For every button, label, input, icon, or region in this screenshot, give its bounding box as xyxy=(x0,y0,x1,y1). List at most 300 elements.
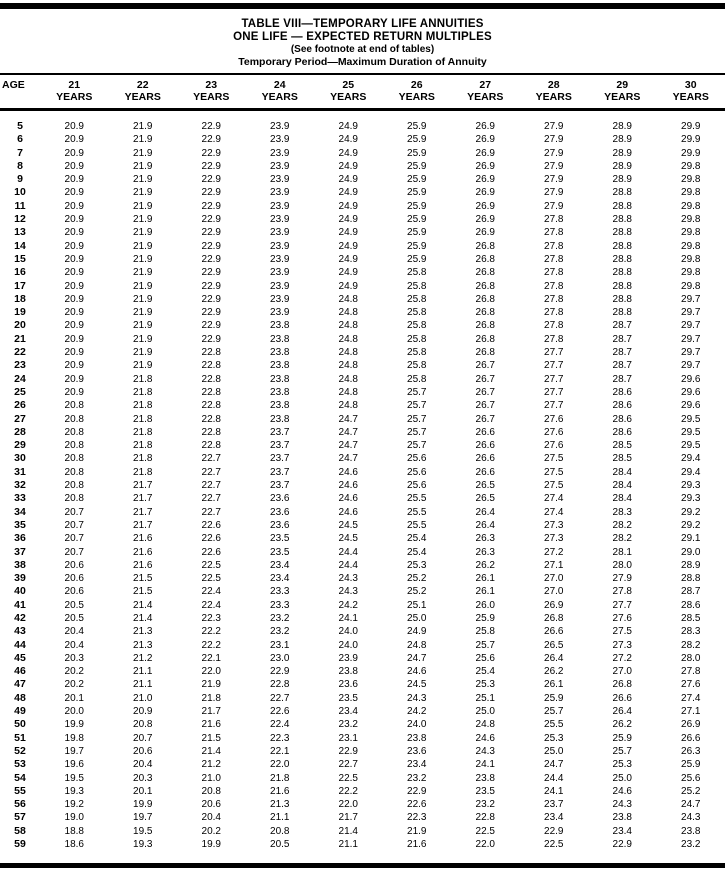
table-row xyxy=(0,718,725,731)
multiple-value-cell: 23.8 xyxy=(270,360,290,372)
multiple-value-cell: 21.8 xyxy=(133,400,153,412)
table-row xyxy=(0,625,725,638)
multiple-value-cell: 24.9 xyxy=(338,174,358,186)
multiple-value-cell: 20.9 xyxy=(64,187,84,199)
multiple-value-cell: 22.7 xyxy=(338,759,358,771)
multiple-value-cell: 26.9 xyxy=(475,227,495,239)
multiple-value-cell: 22.9 xyxy=(201,227,221,239)
multiple-value-cell: 23.6 xyxy=(270,493,290,505)
multiple-value-cell: 28.6 xyxy=(681,599,701,611)
age-cell: 18 xyxy=(14,292,26,305)
multiple-value-cell: 24.2 xyxy=(407,706,427,718)
multiple-value-cell: 22.7 xyxy=(201,466,221,478)
multiple-value-cell: 21.9 xyxy=(133,147,153,159)
multiple-value-cell: 26.7 xyxy=(475,373,495,385)
multiple-value-cell: 29.2 xyxy=(681,506,701,518)
multiple-value-cell: 25.6 xyxy=(407,466,427,478)
multiple-value-cell: 27.7 xyxy=(612,599,632,611)
multiple-value-cell: 29.8 xyxy=(681,227,701,239)
age-cell: 48 xyxy=(14,691,26,704)
age-cell: 59 xyxy=(14,838,26,851)
multiple-value-cell: 21.9 xyxy=(133,121,153,132)
multiple-value-cell: 24.6 xyxy=(407,666,427,678)
multiple-value-cell: 24.9 xyxy=(407,626,427,638)
multiple-value-cell: 29.7 xyxy=(681,320,701,332)
multiple-value-cell: 26.9 xyxy=(475,200,495,212)
multiple-value-cell: 27.7 xyxy=(544,400,564,412)
multiple-value-cell: 23.7 xyxy=(270,440,290,452)
multiple-value-cell: 28.8 xyxy=(612,293,632,305)
table-row xyxy=(0,838,725,851)
multiple-value-cell: 22.8 xyxy=(201,347,221,359)
multiple-value-cell: 21.6 xyxy=(133,546,153,558)
multiple-value-cell: 23.8 xyxy=(270,386,290,398)
multiple-value-cell: 25.3 xyxy=(475,679,495,691)
multiple-value-cell: 22.2 xyxy=(201,626,221,638)
multiple-value-cell: 27.8 xyxy=(544,227,564,239)
table-row xyxy=(0,811,725,824)
multiple-value-cell: 21.7 xyxy=(133,519,153,531)
multiple-value-cell: 28.9 xyxy=(681,559,701,571)
multiple-value-cell: 22.9 xyxy=(407,785,427,797)
multiple-value-cell: 26.9 xyxy=(475,134,495,146)
table-row xyxy=(0,426,725,439)
multiple-value-cell: 23.9 xyxy=(270,253,290,265)
multiple-value-cell: 25.7 xyxy=(407,426,427,438)
multiple-value-cell: 28.8 xyxy=(612,227,632,239)
age-cell: 41 xyxy=(14,598,26,611)
year-column-header xyxy=(40,79,109,103)
multiple-value-cell: 20.8 xyxy=(64,440,84,452)
age-cell: 15 xyxy=(14,252,26,265)
multiple-value-cell: 24.9 xyxy=(338,253,358,265)
multiple-value-cell: 20.9 xyxy=(64,293,84,305)
multiple-value-cell: 21.1 xyxy=(133,679,153,691)
multiple-value-cell: 23.0 xyxy=(270,652,290,664)
table-row xyxy=(0,479,725,492)
multiple-value-cell: 22.8 xyxy=(475,812,495,824)
multiple-value-cell: 20.9 xyxy=(64,121,84,132)
multiple-value-cell: 28.6 xyxy=(612,386,632,398)
multiple-value-cell: 27.9 xyxy=(544,174,564,186)
multiple-value-cell: 26.9 xyxy=(475,214,495,226)
multiple-value-cell: 21.9 xyxy=(133,240,153,252)
age-column-header: AGE xyxy=(2,79,25,91)
multiple-value-cell: 21.5 xyxy=(133,573,153,585)
multiple-value-cell: 25.9 xyxy=(407,253,427,265)
age-cell: 30 xyxy=(14,452,26,465)
year-column-header xyxy=(588,79,657,103)
table-row xyxy=(0,160,725,173)
multiple-value-cell: 22.9 xyxy=(201,280,221,292)
multiple-value-cell: 22.9 xyxy=(201,240,221,252)
multiple-value-cell: 20.5 xyxy=(64,599,84,611)
multiple-value-cell: 26.8 xyxy=(475,320,495,332)
multiple-value-cell: 26.9 xyxy=(475,147,495,159)
multiple-value-cell: 25.9 xyxy=(407,121,427,132)
multiple-value-cell: 29.8 xyxy=(681,280,701,292)
table-row xyxy=(0,612,725,625)
years-label: YEARS xyxy=(330,91,367,103)
table-row xyxy=(0,798,725,811)
multiple-value-cell: 21.5 xyxy=(201,732,221,744)
multiple-value-cell: 26.4 xyxy=(475,506,495,518)
multiple-value-cell: 25.7 xyxy=(407,400,427,412)
table-row xyxy=(0,253,725,266)
table-row xyxy=(0,758,725,771)
multiple-value-cell: 22.8 xyxy=(201,440,221,452)
multiple-value-cell: 24.7 xyxy=(338,413,358,425)
multiple-value-cell: 22.1 xyxy=(270,745,290,757)
multiple-value-cell: 23.4 xyxy=(270,573,290,585)
multiple-value-cell: 28.8 xyxy=(612,280,632,292)
multiple-value-cell: 18.8 xyxy=(64,825,84,837)
multiple-value-cell: 29.8 xyxy=(681,253,701,265)
year-column-header xyxy=(657,79,725,103)
multiple-value-cell: 23.6 xyxy=(338,679,358,691)
multiple-value-cell: 21.6 xyxy=(133,559,153,571)
multiple-value-cell: 22.9 xyxy=(338,745,358,757)
age-cell: 57 xyxy=(14,811,26,824)
multiple-value-cell: 25.6 xyxy=(681,772,701,784)
multiple-value-cell: 27.3 xyxy=(544,519,564,531)
age-cell: 26 xyxy=(14,399,26,412)
year-number: 22 xyxy=(136,79,149,91)
multiple-value-cell: 29.9 xyxy=(681,134,701,146)
multiple-value-cell: 20.8 xyxy=(201,785,221,797)
multiple-value-cell: 27.0 xyxy=(544,586,564,598)
multiple-value-cell: 23.9 xyxy=(270,267,290,279)
multiple-value-cell: 22.2 xyxy=(201,639,221,651)
multiple-value-cell: 21.3 xyxy=(133,639,153,651)
age-cell: 49 xyxy=(14,705,26,718)
multiple-value-cell: 20.9 xyxy=(64,200,84,212)
multiple-value-cell: 22.9 xyxy=(201,267,221,279)
multiple-value-cell: 27.8 xyxy=(544,293,564,305)
multiple-value-cell: 29.8 xyxy=(681,200,701,212)
multiple-value-cell: 28.0 xyxy=(681,652,701,664)
years-label: YEARS xyxy=(56,91,93,103)
multiple-value-cell: 25.7 xyxy=(407,386,427,398)
multiple-value-cell: 28.8 xyxy=(612,240,632,252)
multiple-value-cell: 23.2 xyxy=(681,839,701,851)
multiple-value-cell: 20.9 xyxy=(64,347,84,359)
multiple-value-cell: 24.7 xyxy=(544,759,564,771)
multiple-value-cell: 22.9 xyxy=(201,147,221,159)
multiple-value-cell: 23.9 xyxy=(270,307,290,319)
table-row xyxy=(0,825,725,838)
bottom-rule xyxy=(0,863,725,868)
multiple-value-cell: 24.8 xyxy=(338,320,358,332)
multiple-value-cell: 22.6 xyxy=(407,799,427,811)
multiple-value-cell: 25.2 xyxy=(407,586,427,598)
multiple-value-cell: 20.2 xyxy=(64,679,84,691)
years-label: YEARS xyxy=(124,91,161,103)
multiple-value-cell: 25.7 xyxy=(407,440,427,452)
multiple-value-cell: 28.8 xyxy=(612,200,632,212)
multiple-value-cell: 28.6 xyxy=(612,426,632,438)
multiple-value-cell: 23.9 xyxy=(270,293,290,305)
multiple-value-cell: 21.7 xyxy=(338,812,358,824)
multiple-value-cell: 24.4 xyxy=(338,559,358,571)
multiple-value-cell: 24.8 xyxy=(475,719,495,731)
multiple-value-cell: 26.6 xyxy=(612,692,632,704)
multiple-value-cell: 22.9 xyxy=(201,293,221,305)
multiple-value-cell: 29.4 xyxy=(681,453,701,465)
age-cell: 5 xyxy=(17,120,23,132)
multiple-value-cell: 21.9 xyxy=(133,187,153,199)
multiple-value-cell: 25.9 xyxy=(544,692,564,704)
multiple-value-cell: 20.0 xyxy=(64,706,84,718)
multiple-value-cell: 23.9 xyxy=(270,134,290,146)
multiple-value-cell: 20.9 xyxy=(133,706,153,718)
multiple-value-cell: 27.5 xyxy=(544,453,564,465)
multiple-value-cell: 27.8 xyxy=(544,214,564,226)
multiple-value-cell: 26.6 xyxy=(475,466,495,478)
period-caption: Temporary Period—Maximum Duration of Annuity xyxy=(238,56,487,68)
multiple-value-cell: 26.6 xyxy=(681,732,701,744)
multiple-value-cell: 29.9 xyxy=(681,121,701,132)
multiple-value-cell: 20.1 xyxy=(133,785,153,797)
multiple-value-cell: 20.4 xyxy=(64,639,84,651)
multiple-value-cell: 29.2 xyxy=(681,519,701,531)
multiple-value-cell: 24.5 xyxy=(338,533,358,545)
multiple-value-cell: 26.8 xyxy=(475,240,495,252)
multiple-value-cell: 21.1 xyxy=(133,666,153,678)
multiple-value-cell: 25.9 xyxy=(407,227,427,239)
multiple-value-cell: 26.1 xyxy=(475,573,495,585)
age-cell: 7 xyxy=(17,146,23,159)
multiple-value-cell: 20.2 xyxy=(64,666,84,678)
table-row xyxy=(0,173,725,186)
multiple-value-cell: 28.9 xyxy=(612,160,632,172)
multiple-value-cell: 27.8 xyxy=(681,666,701,678)
multiple-value-cell: 21.9 xyxy=(133,320,153,332)
multiple-value-cell: 19.5 xyxy=(133,825,153,837)
multiple-value-cell: 23.6 xyxy=(270,506,290,518)
multiple-value-cell: 22.5 xyxy=(544,839,564,851)
multiple-value-cell: 22.9 xyxy=(201,320,221,332)
multiple-value-cell: 21.5 xyxy=(133,586,153,598)
age-cell: 17 xyxy=(14,279,26,292)
table-row xyxy=(0,492,725,505)
multiple-value-cell: 22.8 xyxy=(201,373,221,385)
multiple-value-cell: 21.3 xyxy=(270,799,290,811)
age-cell: 46 xyxy=(14,665,26,678)
multiple-value-cell: 28.8 xyxy=(681,573,701,585)
multiple-value-cell: 24.9 xyxy=(338,121,358,132)
multiple-value-cell: 23.8 xyxy=(338,666,358,678)
multiple-value-cell: 24.2 xyxy=(338,599,358,611)
multiple-value-cell: 19.7 xyxy=(133,812,153,824)
multiple-value-cell: 25.9 xyxy=(681,759,701,771)
multiple-value-cell: 22.7 xyxy=(270,692,290,704)
multiple-value-cell: 23.9 xyxy=(270,121,290,132)
multiple-value-cell: 20.8 xyxy=(64,413,84,425)
multiple-value-cell: 21.0 xyxy=(201,772,221,784)
table-row xyxy=(0,133,725,146)
multiple-value-cell: 27.7 xyxy=(544,347,564,359)
multiple-value-cell: 26.8 xyxy=(475,293,495,305)
multiple-value-cell: 22.0 xyxy=(475,839,495,851)
multiple-value-cell: 25.9 xyxy=(407,147,427,159)
multiple-value-cell: 27.8 xyxy=(544,240,564,252)
multiple-value-cell: 23.5 xyxy=(338,692,358,704)
age-cell: 42 xyxy=(14,611,26,624)
multiple-value-cell: 23.6 xyxy=(407,745,427,757)
multiple-value-cell: 27.0 xyxy=(612,666,632,678)
table-row xyxy=(0,785,725,798)
table-row xyxy=(0,306,725,319)
multiple-value-cell: 26.8 xyxy=(475,307,495,319)
multiple-value-cell: 29.1 xyxy=(681,533,701,545)
multiple-value-cell: 24.9 xyxy=(338,267,358,279)
table-row xyxy=(0,639,725,652)
multiple-value-cell: 24.9 xyxy=(338,200,358,212)
multiple-value-cell: 21.4 xyxy=(338,825,358,837)
footnote-reference: (See footnote at end of tables) xyxy=(290,44,435,55)
multiple-value-cell: 27.4 xyxy=(544,493,564,505)
multiple-value-cell: 21.6 xyxy=(201,719,221,731)
multiple-value-cell: 25.9 xyxy=(407,187,427,199)
multiple-value-cell: 22.4 xyxy=(201,586,221,598)
age-cell: 33 xyxy=(14,492,26,505)
multiple-value-cell: 20.3 xyxy=(133,772,153,784)
multiple-value-cell: 27.8 xyxy=(544,267,564,279)
year-number: 27 xyxy=(479,79,492,91)
multiple-value-cell: 27.6 xyxy=(681,679,701,691)
age-cell: 23 xyxy=(14,359,26,372)
multiple-value-cell: 29.8 xyxy=(681,160,701,172)
multiple-value-cell: 22.8 xyxy=(201,426,221,438)
multiple-value-cell: 28.5 xyxy=(681,612,701,624)
multiple-value-cell: 23.4 xyxy=(612,825,632,837)
multiple-value-cell: 21.4 xyxy=(201,745,221,757)
multiple-value-cell: 24.3 xyxy=(475,745,495,757)
multiple-value-cell: 25.8 xyxy=(407,267,427,279)
multiple-value-cell: 25.5 xyxy=(544,719,564,731)
multiple-value-cell: 19.5 xyxy=(64,772,84,784)
table-row xyxy=(0,585,725,598)
multiple-value-cell: 19.9 xyxy=(201,839,221,851)
multiple-value-cell: 23.8 xyxy=(270,347,290,359)
multiple-value-cell: 26.7 xyxy=(475,400,495,412)
multiple-value-cell: 24.9 xyxy=(338,160,358,172)
multiple-value-cell: 28.3 xyxy=(681,626,701,638)
multiple-value-cell: 20.9 xyxy=(64,174,84,186)
multiple-value-cell: 23.9 xyxy=(338,652,358,664)
multiple-value-cell: 23.7 xyxy=(270,466,290,478)
multiple-value-cell: 20.9 xyxy=(64,134,84,146)
multiple-value-cell: 27.8 xyxy=(544,333,564,345)
multiple-value-cell: 21.7 xyxy=(201,706,221,718)
age-cell: 37 xyxy=(14,545,26,558)
multiple-value-cell: 27.6 xyxy=(544,426,564,438)
multiple-value-cell: 27.3 xyxy=(612,639,632,651)
age-cell: 19 xyxy=(14,306,26,319)
multiple-value-cell: 23.8 xyxy=(270,373,290,385)
year-number: 25 xyxy=(342,79,355,91)
multiple-value-cell: 26.9 xyxy=(475,160,495,172)
multiple-value-cell: 19.9 xyxy=(64,719,84,731)
age-cell: 56 xyxy=(14,798,26,811)
multiple-value-cell: 24.6 xyxy=(338,493,358,505)
multiple-value-cell: 29.3 xyxy=(681,480,701,492)
multiple-value-cell: 24.9 xyxy=(338,280,358,292)
multiple-value-cell: 27.4 xyxy=(544,506,564,518)
column-header-row xyxy=(0,79,725,103)
table-row xyxy=(0,147,725,160)
multiple-value-cell: 20.5 xyxy=(64,612,84,624)
age-cell: 31 xyxy=(14,465,26,478)
multiple-value-cell: 20.4 xyxy=(133,759,153,771)
multiple-value-cell: 24.8 xyxy=(338,386,358,398)
multiple-value-cell: 23.2 xyxy=(338,719,358,731)
age-cell: 51 xyxy=(14,731,26,744)
multiple-value-cell: 25.3 xyxy=(612,759,632,771)
multiple-value-cell: 21.9 xyxy=(133,134,153,146)
multiple-value-cell: 22.1 xyxy=(201,652,221,664)
multiple-value-cell: 23.2 xyxy=(270,612,290,624)
multiple-value-cell: 27.9 xyxy=(544,121,564,132)
table-row xyxy=(0,386,725,399)
multiple-value-cell: 21.8 xyxy=(133,373,153,385)
multiple-value-cell: 20.8 xyxy=(64,426,84,438)
multiple-value-cell: 19.8 xyxy=(64,732,84,744)
multiple-value-cell: 25.4 xyxy=(407,546,427,558)
table-row xyxy=(0,413,725,426)
multiple-value-cell: 26.3 xyxy=(475,546,495,558)
multiple-value-cell: 25.2 xyxy=(681,785,701,797)
years-label: YEARS xyxy=(398,91,435,103)
multiple-value-cell: 20.1 xyxy=(64,692,84,704)
multiple-value-cell: 23.3 xyxy=(270,599,290,611)
table-row xyxy=(0,346,725,359)
multiple-value-cell: 23.4 xyxy=(270,559,290,571)
multiple-value-cell: 25.8 xyxy=(475,626,495,638)
multiple-value-cell: 22.7 xyxy=(201,480,221,492)
multiple-value-cell: 24.3 xyxy=(612,799,632,811)
multiple-value-cell: 26.3 xyxy=(475,533,495,545)
multiple-value-cell: 23.9 xyxy=(270,214,290,226)
multiple-value-cell: 24.9 xyxy=(338,147,358,159)
multiple-value-cell: 20.5 xyxy=(270,839,290,851)
table-row xyxy=(0,359,725,372)
multiple-value-cell: 28.9 xyxy=(612,174,632,186)
multiple-value-cell: 20.8 xyxy=(64,400,84,412)
multiple-value-cell: 23.8 xyxy=(612,812,632,824)
multiple-value-cell: 24.7 xyxy=(338,426,358,438)
table-row xyxy=(0,213,725,226)
multiple-value-cell: 21.9 xyxy=(133,293,153,305)
multiple-value-cell: 26.9 xyxy=(681,719,701,731)
multiple-value-cell: 24.6 xyxy=(338,506,358,518)
table-row xyxy=(0,772,725,785)
multiple-value-cell: 21.8 xyxy=(270,772,290,784)
multiple-value-cell: 19.3 xyxy=(64,785,84,797)
multiple-value-cell: 24.0 xyxy=(407,719,427,731)
multiple-value-cell: 21.9 xyxy=(133,160,153,172)
multiple-value-cell: 25.8 xyxy=(407,333,427,345)
age-cell: 32 xyxy=(14,479,26,492)
multiple-value-cell: 20.8 xyxy=(270,825,290,837)
multiple-value-cell: 27.0 xyxy=(544,573,564,585)
table-row xyxy=(0,665,725,678)
multiple-value-cell: 29.8 xyxy=(681,214,701,226)
multiple-value-cell: 25.9 xyxy=(407,214,427,226)
multiple-value-cell: 25.7 xyxy=(475,639,495,651)
year-number: 26 xyxy=(410,79,423,91)
